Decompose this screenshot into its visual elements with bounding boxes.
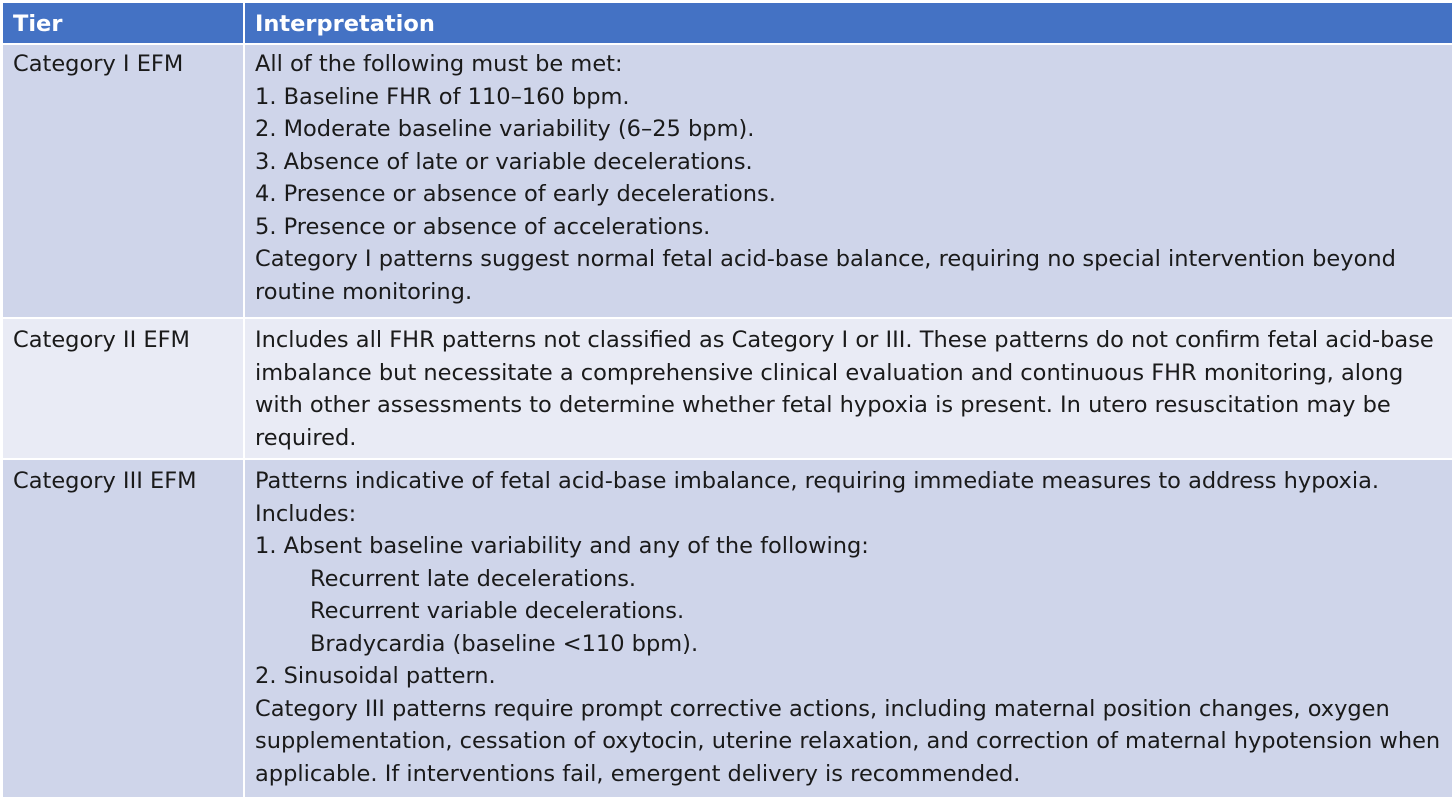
cat1-item-3: 3. Absence of late or variable decelerations. xyxy=(255,148,753,175)
cat3-item-2: 2. Sinusoidal pattern. xyxy=(255,663,496,689)
cat1-item-5: 5. Presence or absence of accelerations. xyxy=(255,213,711,240)
cat1-summary: Category I patterns suggest normal fetal acid-base balance, requiring no special intervention beyond routine monitoring. xyxy=(255,246,1396,305)
cat1-item-2: 2. Moderate baseline variability (6–25 bpm). xyxy=(255,116,755,142)
tier-category-3: Category III EFM xyxy=(2,459,244,798)
cat2-text: Includes all FHR patterns not classified as Category I or III. These patterns do not confirm fetal acid-base imbalance but necessitate a comprehensive clinical evaluation and continuous FHR monitoring, along with other assessments to determine whether fetal hypoxia is present. In utero resuscitation may be required. xyxy=(255,327,1434,451)
cat3-includes: Includes: xyxy=(255,500,357,527)
header-interpretation: Interpretation xyxy=(244,2,1453,44)
cat3-summary: Category III patterns require prompt corrective actions, including maternal position changes, oxygen supplementation, cessation of oxytocin, uterine relaxation, and correction of maternal hypotension when applicable. If interventions fail, emergent delivery is recommended. xyxy=(255,695,1441,787)
tier-category-2: Category II EFM xyxy=(2,318,244,459)
interpretation-category-2 xyxy=(244,318,1453,459)
tier-category-1: Category I EFM xyxy=(2,44,244,318)
table-row-category-3 xyxy=(2,459,1453,798)
cat3-item-1: 1. Absent baseline variability and any of the following: xyxy=(255,533,869,559)
cat1-item-4: 4. Presence or absence of early decelerations. xyxy=(255,181,776,207)
interpretation-category-1 xyxy=(244,44,1453,318)
cat3-subitem-1: Recurrent late decelerations. xyxy=(310,565,637,592)
cat3-subitem-3: Bradycardia (baseline <110 bpm). xyxy=(310,630,699,657)
header-tier: Tier xyxy=(2,2,244,44)
efm-category-table xyxy=(1,1,1453,799)
table-row-category-2 xyxy=(2,318,1453,459)
table-row-category-1 xyxy=(2,44,1453,318)
cat3-subitem-2: Recurrent variable decelerations. xyxy=(310,598,685,624)
interpretation-category-3 xyxy=(244,459,1453,798)
table-header-row xyxy=(2,2,1453,44)
cat3-intro: Patterns indicative of fetal acid-base imbalance, requiring immediate measures to address hypoxia. xyxy=(255,468,1380,494)
cat1-item-1: 1. Baseline FHR of 110–160 bpm. xyxy=(255,83,630,110)
cat1-intro: All of the following must be met: xyxy=(255,51,623,77)
